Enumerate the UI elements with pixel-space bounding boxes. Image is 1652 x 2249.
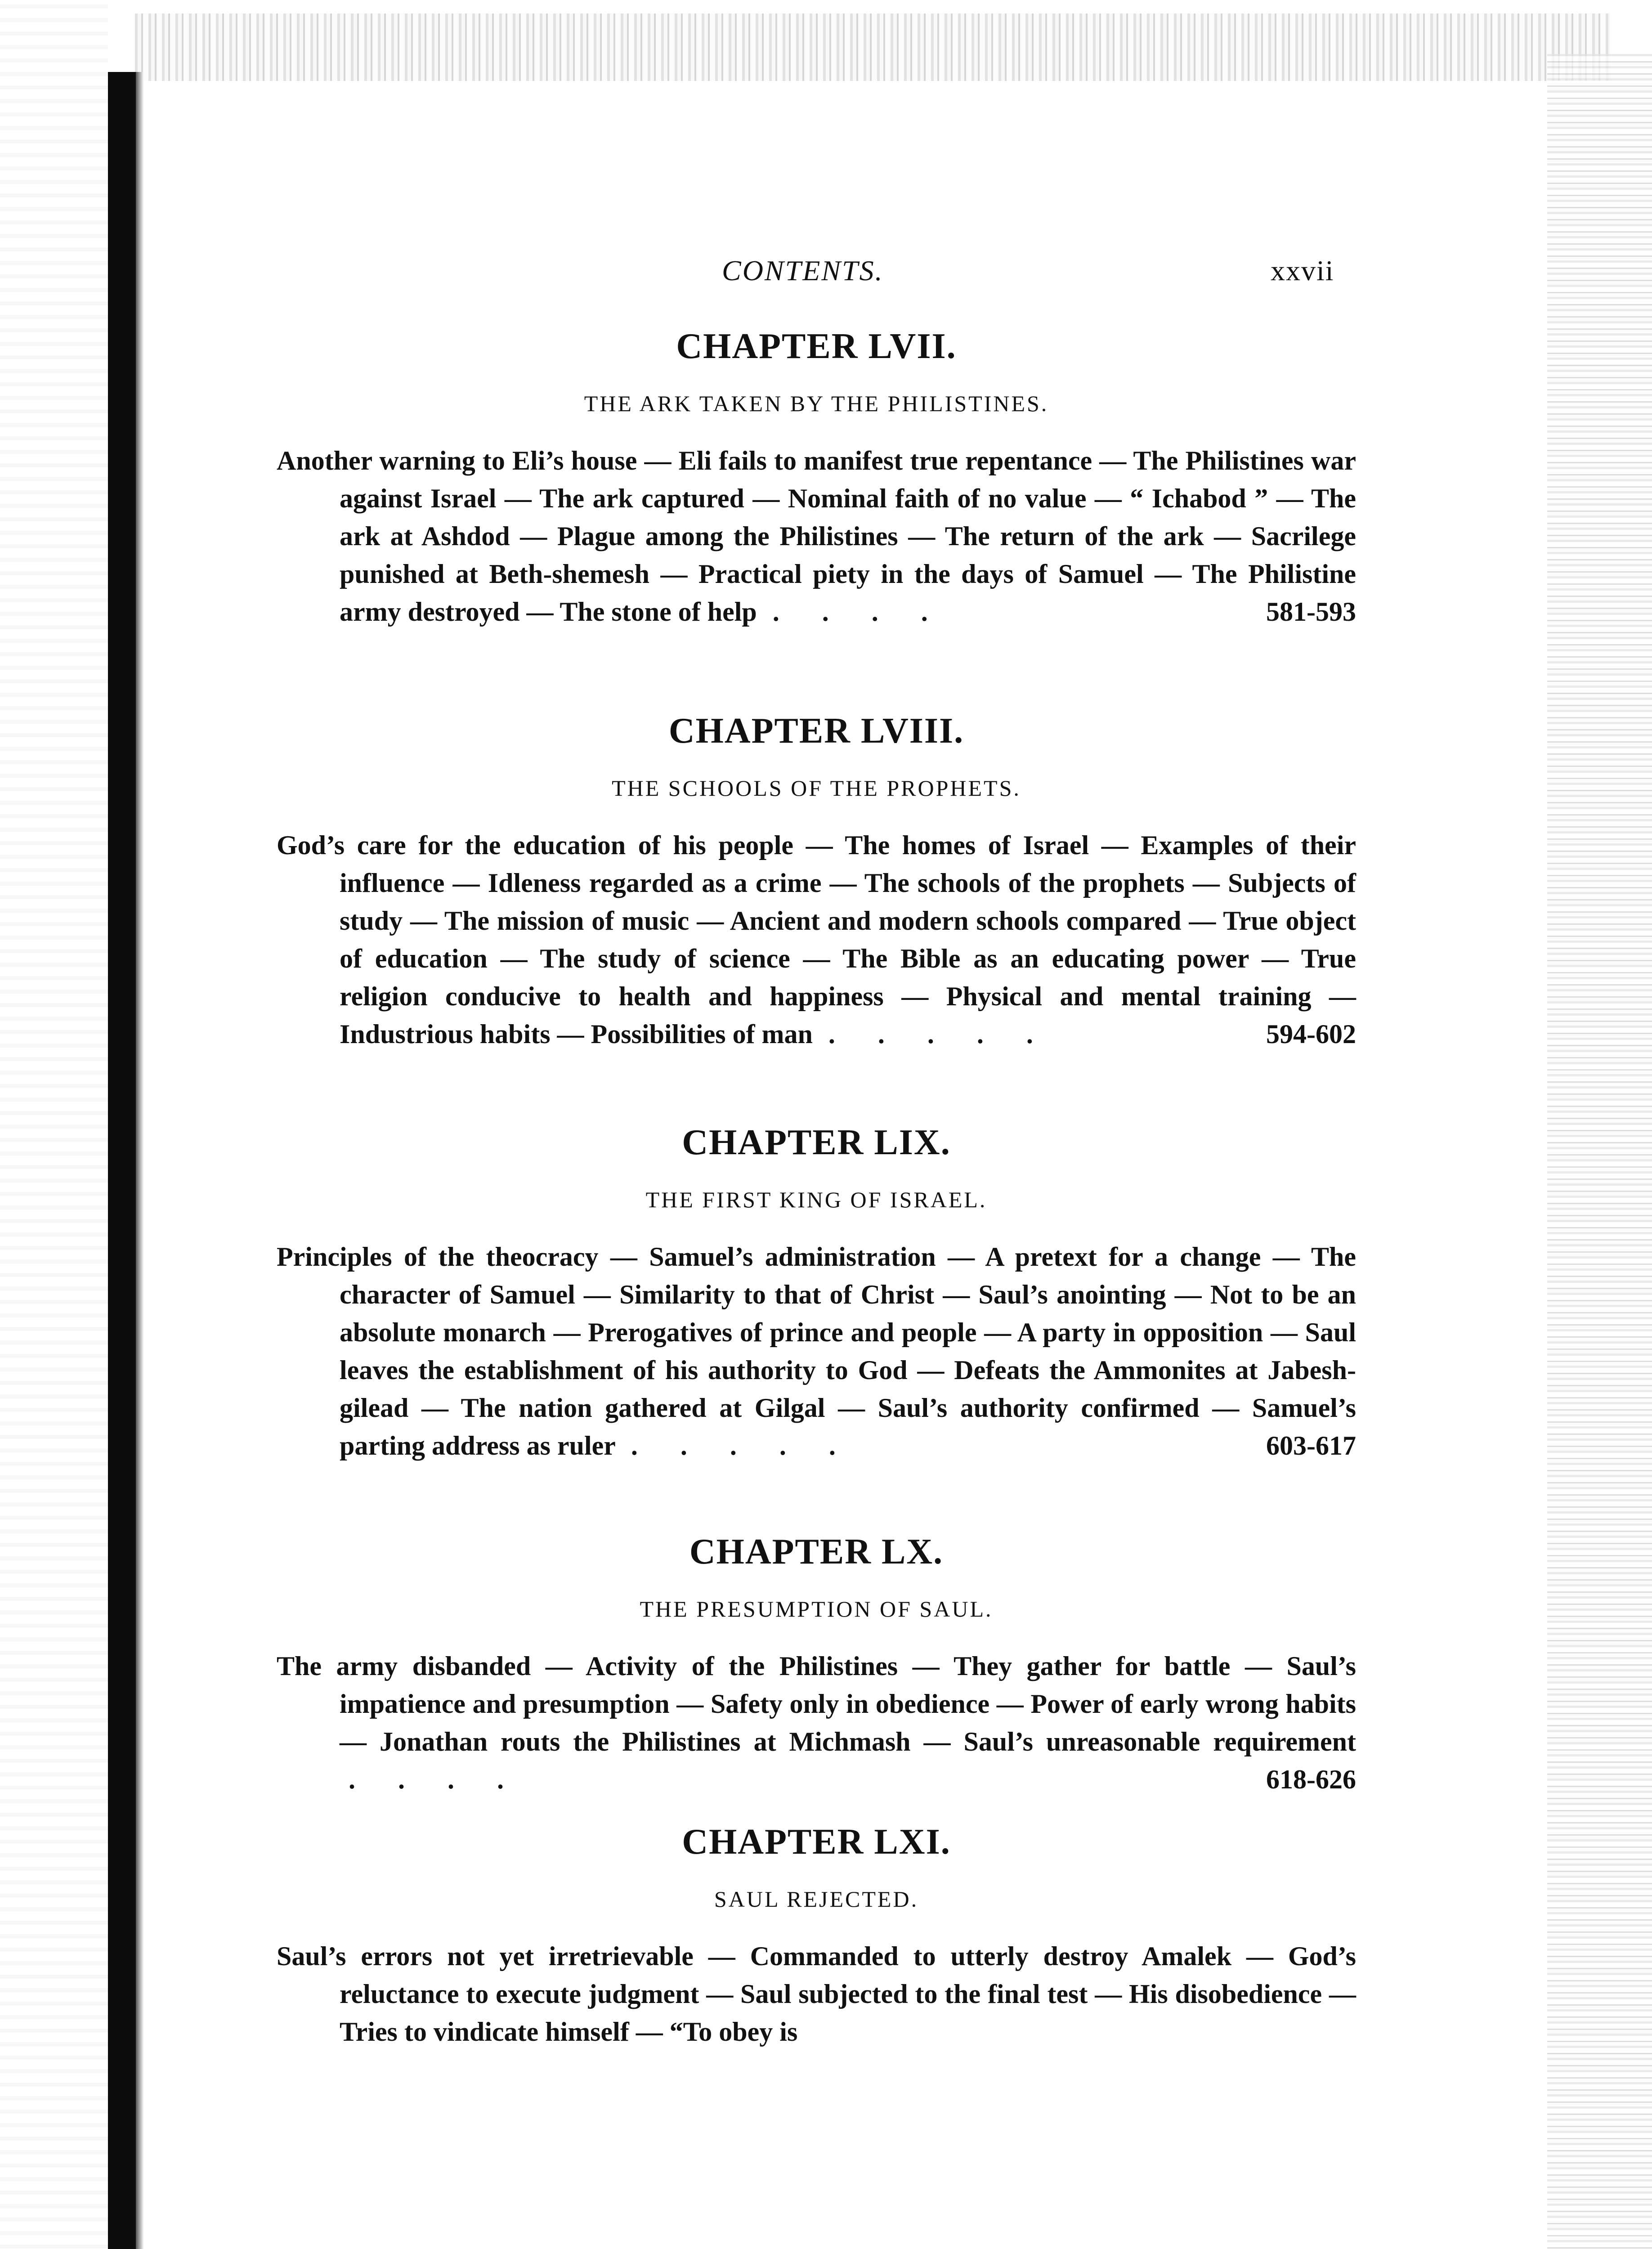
chapter-lviii: [277, 713, 1356, 1080]
running-head: [0, 254, 1652, 295]
chapter-subtitle: THE ARK TAKEN BY THE PHILISTINES.: [584, 391, 1049, 416]
page-range: 581-593: [1266, 597, 1356, 627]
chapter-title: CHAPTER LX.: [689, 1532, 944, 1572]
scan-top-edge: [135, 13, 1610, 81]
chapter-title: CHAPTER LXI.: [682, 1822, 951, 1862]
chapter-subtitle: SAUL REJECTED.: [714, 1886, 919, 1912]
page-number: xxvii: [1271, 255, 1334, 287]
dot-leaders: . . . . .: [828, 1019, 1051, 1049]
chapter-summary: [277, 826, 1356, 1053]
dot-leaders: . . . .: [349, 1765, 522, 1794]
chapter-lxi: [277, 1824, 1356, 2078]
chapter-subtitle: THE FIRST KING OF ISRAEL.: [645, 1187, 987, 1212]
chapter-summary: [277, 1937, 1356, 2051]
chapter-title: CHAPTER LIX.: [682, 1123, 951, 1162]
dot-leaders: . . . .: [772, 597, 946, 627]
summary-text: Another warning to Eli’s house — Eli fails to manifest true repentance — The Philistines war against Israel — The ark captured — Nominal faith of no value — “ Ichabod ” — The ark at Ashdod — Plague among the Philistines — The return of the ark — Sacrilege punished at Beth-shemesh — Practical piety in the days of Samuel — The Philistine army destroyed — The stone of help: [277, 446, 1356, 627]
chapter-summary: [277, 1238, 1356, 1465]
chapter-subtitle: THE SCHOOLS OF THE PROPHETS.: [612, 775, 1021, 801]
chapter-lix: [277, 1124, 1356, 1492]
summary-text: God’s care for the education of his people — The homes of Israel — Examples of their influence — Idleness regarded as a crime — The schools of the prophets — Subjects of study — The mission of music — Ancient and modern schools compared — True object of education — The study of science — The Bible as an educating power — True religion conducive to health and happiness — Physical and mental training — Industrious habits — Possibilities of man: [277, 830, 1356, 1049]
chapter-lvii: [277, 328, 1356, 658]
binding-shadow: [108, 72, 136, 2249]
chapter-summary: [277, 1647, 1356, 1798]
chapter-title: CHAPTER LVII.: [676, 327, 957, 366]
binding-gutter: [136, 72, 144, 2249]
chapter-summary: [277, 442, 1356, 631]
summary-text: The army disbanded — Activity of the Philistines — They gather for battle — Saul’s impatience and presumption — Safety only in obedience — Power of early wrong habits — Jonathan routs the Philistines at Michmash — Saul’s unreasonable requirement: [277, 1651, 1356, 1756]
page-range: 603-617: [1266, 1431, 1356, 1461]
running-title: CONTENTS.: [722, 255, 884, 287]
summary-text: Saul’s errors not yet irretrievable — Commanded to utterly destroy Amalek — God’s reluctance to execute judgment — Saul subjected to the final test — His disobedience — Tries to vindicate himself — “To obey is: [277, 1941, 1356, 2047]
scan-left-margin: [0, 0, 108, 2249]
page-range: 594-602: [1266, 1019, 1356, 1049]
chapter-title: CHAPTER LVIII.: [668, 711, 964, 751]
summary-text: Principles of the theocracy — Samuel’s administration — A pretext for a change — The character of Samuel — Similarity to that of Christ — Saul’s anointing — Not to be an absolute monarch — Prerogatives of prince and people — A party in opposition — Saul leaves the establishment of his authority to God — Defeats the Ammonites at Jabesh-gilead — The nation gathered at Gilgal — Saul’s authority confirmed — Samuel’s parting address as ruler: [277, 1242, 1356, 1461]
chapter-subtitle: THE PRESUMPTION OF SAUL.: [640, 1596, 993, 1622]
chapter-lx: [277, 1534, 1356, 1825]
scan-right-edge: [1547, 54, 1652, 2249]
dot-leaders: . . . . .: [631, 1431, 854, 1461]
page-range: 618-626: [1266, 1765, 1356, 1794]
